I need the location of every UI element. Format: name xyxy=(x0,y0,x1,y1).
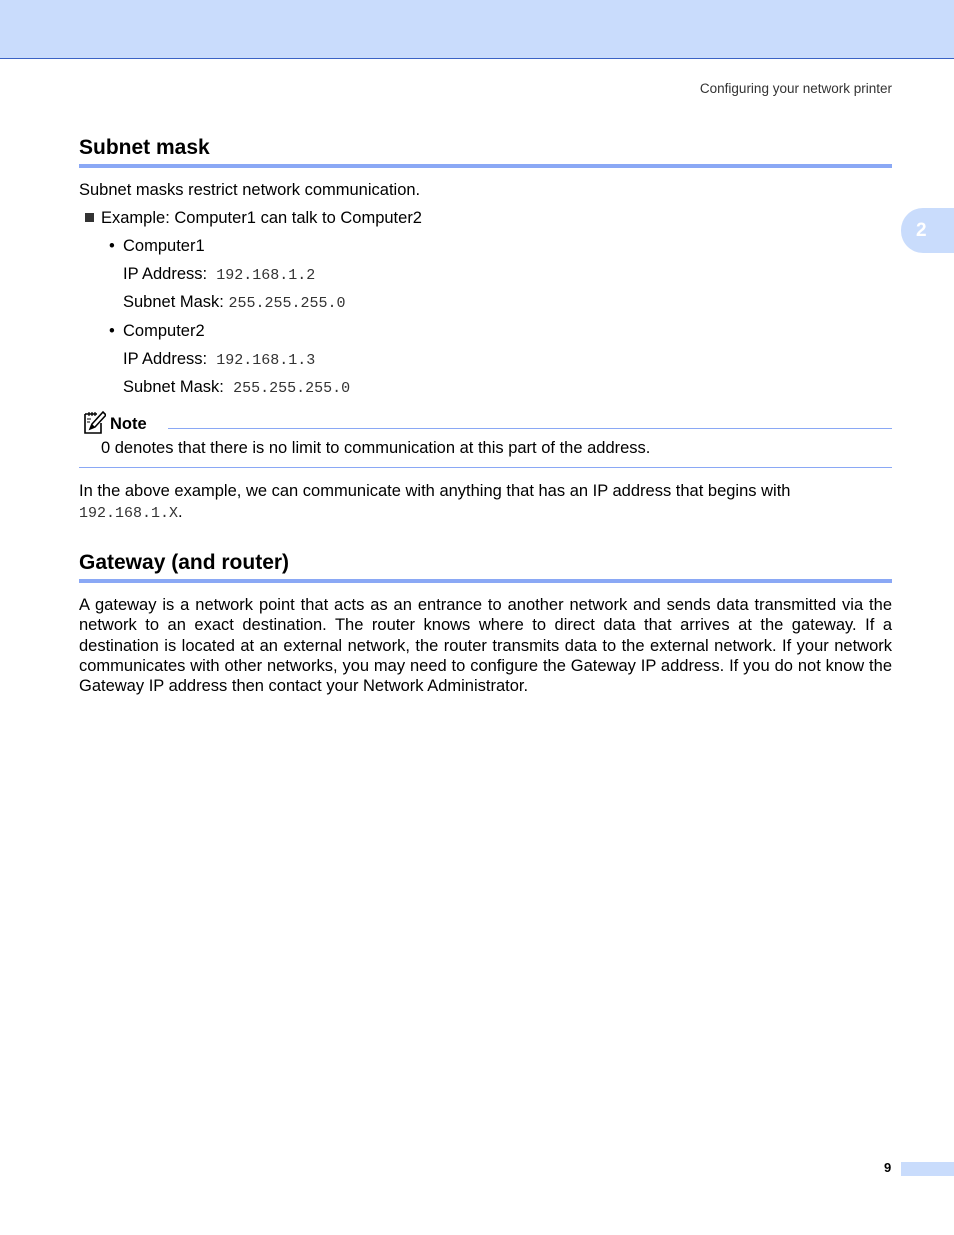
ip-value: 192.168.1.3 xyxy=(216,352,316,369)
subnet-intro: Subnet masks restrict network communication. xyxy=(79,181,421,199)
ip-label: IP Address: xyxy=(123,350,208,368)
example-bullet xyxy=(85,208,422,228)
computer2-mask xyxy=(123,377,350,399)
subnet-heading: Subnet mask xyxy=(79,136,892,168)
mask-label: Subnet Mask: xyxy=(123,378,224,396)
gateway-body: A gateway is a network point that acts as an entrance to another network and sends data transmitted via the network to an exact destination. The router knows where to direct data that arrives at the gateway. If a destination is located at an external network, the router transmits data to the external network. If your network communicates with other networks, you may need to configure the Gateway IP address. If you do not know the Gateway IP address then contact your Network Administrator. xyxy=(79,596,892,696)
note-text: 0 denotes that there is no limit to communication at this part of the address. xyxy=(101,439,651,457)
mask-label: Subnet Mask: xyxy=(123,293,224,311)
conclusion-period: . xyxy=(178,503,183,521)
conclusion-code: 192.168.1.X xyxy=(79,505,179,522)
computer2-item xyxy=(109,321,205,341)
note-label: Note xyxy=(110,415,147,433)
square-bullet-icon xyxy=(85,213,94,222)
note-pencil-icon xyxy=(82,409,106,435)
gateway-heading: Gateway (and router) xyxy=(79,551,892,583)
page-number: 9 xyxy=(884,1160,892,1175)
note-divider-top xyxy=(168,428,892,429)
footer-bar xyxy=(901,1162,954,1176)
conclusion-code-line xyxy=(79,502,183,524)
computer1-ip xyxy=(123,264,315,286)
dot-bullet-icon: • xyxy=(109,322,115,340)
computer2-ip xyxy=(123,349,315,371)
conclusion-text: In the above example, we can communicate with anything that has an IP address that begins with xyxy=(79,482,791,500)
note-divider-bottom xyxy=(79,467,892,468)
ip-value: 192.168.1.2 xyxy=(216,267,316,284)
mask-value: 255.255.255.0 xyxy=(233,380,351,397)
mask-value: 255.255.255.0 xyxy=(228,295,346,312)
computer1-mask xyxy=(123,292,346,314)
ip-label: IP Address: xyxy=(123,265,208,283)
chapter-tab xyxy=(901,208,954,253)
dot-bullet-icon: • xyxy=(109,237,115,255)
computer2-name: Computer2 xyxy=(123,322,205,340)
header-band xyxy=(0,0,954,59)
computer1-name: Computer1 xyxy=(123,237,205,255)
chapter-number: 2 xyxy=(916,219,927,241)
running-title: Configuring your network printer xyxy=(699,81,892,96)
example-text: Example: Computer1 can talk to Computer2 xyxy=(101,209,422,227)
computer1-item xyxy=(109,236,205,256)
